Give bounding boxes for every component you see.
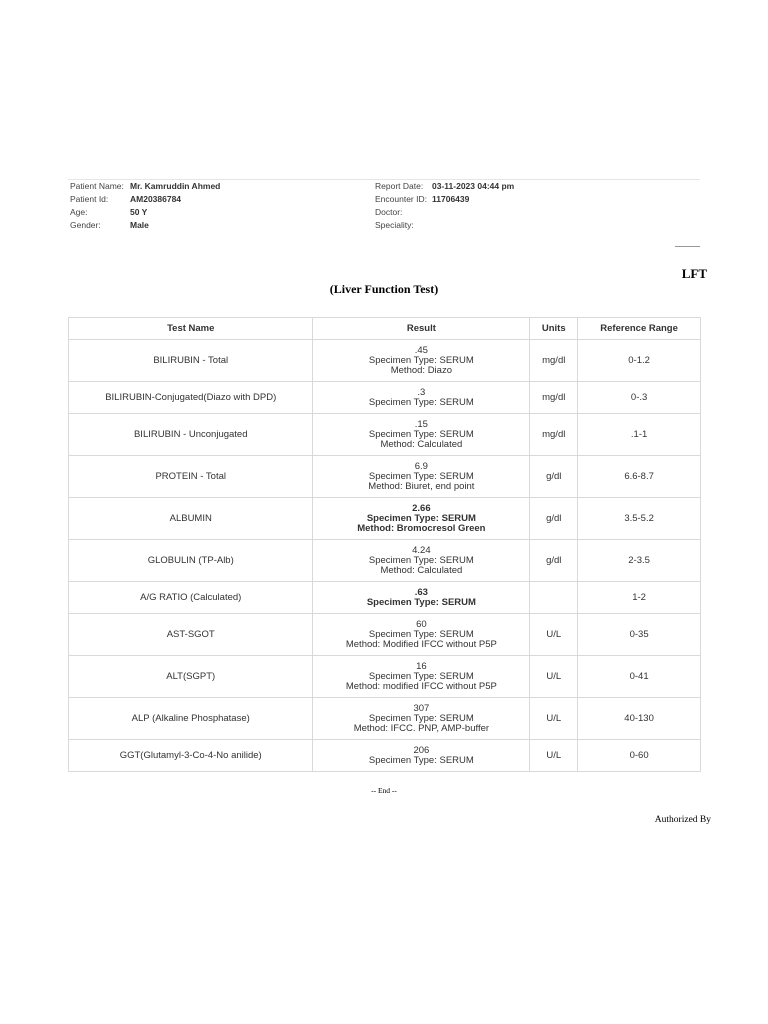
- specimen-type: Specimen Type: SERUM: [368, 396, 474, 408]
- age-label: Age:: [70, 207, 88, 217]
- age-value: 50 Y: [130, 207, 148, 217]
- header-reference-range: Reference Range: [578, 318, 701, 340]
- specimen-type: Specimen Type: SERUM: [368, 428, 474, 440]
- result-value: .15: [414, 418, 428, 430]
- units: g/dl: [530, 498, 578, 540]
- reference-range: 0-.3: [578, 382, 701, 414]
- result-cell: [313, 340, 530, 382]
- method: Method: Biuret, end point: [368, 480, 475, 492]
- specimen-type: Specimen Type: SERUM: [368, 628, 474, 640]
- reference-range: 0-1.2: [578, 340, 701, 382]
- doctor-label: Doctor:: [375, 207, 403, 217]
- test-name: GGT(Glutamyl-3-Co-4-No anilide): [69, 740, 313, 772]
- reference-range: 0-60: [578, 740, 701, 772]
- specimen-type: Specimen Type: SERUM: [366, 596, 476, 608]
- units: U/L: [530, 698, 578, 740]
- report-title-short: LFT: [681, 266, 707, 281]
- units: g/dl: [530, 540, 578, 582]
- specimen-type: Specimen Type: SERUM: [368, 354, 474, 366]
- test-name: ALT(SGPT): [69, 656, 313, 698]
- reference-range: 1-2: [578, 582, 701, 614]
- units: mg/dl: [530, 414, 578, 456]
- test-name: ALP (Alkaline Phosphatase): [69, 698, 313, 740]
- header-test-name: Test Name: [69, 318, 313, 340]
- report-info: [375, 180, 514, 232]
- speciality-label: Speciality:: [375, 220, 414, 230]
- results-table: [68, 317, 701, 772]
- units: U/L: [530, 740, 578, 772]
- short-divider: [675, 246, 700, 247]
- table-row: [69, 456, 701, 498]
- gender-label: Gender:: [70, 220, 101, 230]
- reference-range: 6.6-8.7: [578, 456, 701, 498]
- result-cell: [313, 740, 530, 772]
- specimen-type: Specimen Type: SERUM: [368, 670, 474, 682]
- patient-name-label: Patient Name:: [70, 181, 124, 191]
- units: mg/dl: [530, 382, 578, 414]
- reference-range: 0-41: [578, 656, 701, 698]
- units: [530, 582, 578, 614]
- test-name: ALBUMIN: [69, 498, 313, 540]
- test-name: AST-SGOT: [69, 614, 313, 656]
- result-value: 2.66: [412, 502, 431, 514]
- specimen-type: Specimen Type: SERUM: [368, 554, 474, 566]
- result-value: .63: [414, 586, 428, 598]
- reference-range: .1-1: [578, 414, 701, 456]
- table-row: [69, 382, 701, 414]
- table-row: [69, 698, 701, 740]
- result-value: 6.9: [414, 460, 428, 472]
- encounter-id: 11706439: [432, 194, 470, 204]
- result-cell: [313, 414, 530, 456]
- test-name: A/G RATIO (Calculated): [69, 582, 313, 614]
- test-name: BILIRUBIN - Total: [69, 340, 313, 382]
- report-date-label: Report Date:: [375, 181, 424, 191]
- result-cell: [313, 698, 530, 740]
- gender-value: Male: [130, 220, 149, 230]
- result-value: 4.24: [412, 544, 431, 556]
- reference-range: 40-130: [578, 698, 701, 740]
- test-name: PROTEIN - Total: [69, 456, 313, 498]
- table-header-row: [69, 318, 701, 340]
- result-value: .3: [417, 386, 426, 398]
- result-cell: [313, 582, 530, 614]
- authorized-by: Authorized By: [654, 815, 711, 825]
- units: U/L: [530, 614, 578, 656]
- reference-range: 3.5-5.2: [578, 498, 701, 540]
- method: Method: IFCC. PNP, AMP-buffer: [353, 722, 490, 734]
- table-row: [69, 614, 701, 656]
- reference-range: 0-35: [578, 614, 701, 656]
- table-row: [69, 740, 701, 772]
- result-value: 206: [413, 744, 430, 756]
- units: U/L: [530, 656, 578, 698]
- units: g/dl: [530, 456, 578, 498]
- result-cell: [313, 614, 530, 656]
- patient-info: [70, 180, 220, 232]
- table-row: [69, 414, 701, 456]
- specimen-type: Specimen Type: SERUM: [368, 712, 474, 724]
- patient-id: AM20386784: [130, 194, 182, 204]
- table-row: [69, 498, 701, 540]
- report-title: (Liver Function Test): [329, 282, 439, 296]
- table-row: [69, 656, 701, 698]
- method: Method: Modified IFCC without P5P: [345, 638, 497, 650]
- result-cell: [313, 540, 530, 582]
- encounter-id-label: Encounter ID:: [375, 194, 427, 204]
- result-value: 307: [413, 702, 430, 714]
- header-units: Units: [530, 318, 578, 340]
- method: Method: Bromocresol Green: [357, 522, 486, 534]
- units: mg/dl: [530, 340, 578, 382]
- patient-id-label: Patient Id:: [70, 194, 109, 204]
- result-cell: [313, 498, 530, 540]
- result-value: .45: [414, 344, 428, 356]
- table-row: [69, 340, 701, 382]
- method: Method: Diazo: [390, 364, 452, 376]
- test-name: GLOBULIN (TP-Alb): [69, 540, 313, 582]
- method: Method: Calculated: [380, 564, 463, 576]
- result-cell: [313, 656, 530, 698]
- reference-range: 2-3.5: [578, 540, 701, 582]
- result-value: 16: [416, 660, 427, 672]
- test-name: BILIRUBIN-Conjugated(Diazo with DPD): [69, 382, 313, 414]
- table-row: [69, 540, 701, 582]
- specimen-type: Specimen Type: SERUM: [368, 754, 474, 766]
- end-marker: -- End --: [371, 786, 397, 795]
- header-result: Result: [313, 318, 530, 340]
- report-date: 03-11-2023 04:44 pm: [432, 181, 515, 191]
- result-cell: [313, 456, 530, 498]
- test-name: BILIRUBIN - Unconjugated: [69, 414, 313, 456]
- method: Method: Calculated: [380, 438, 463, 450]
- patient-name: Mr. Kamruddin Ahmed: [130, 181, 221, 191]
- result-cell: [313, 382, 530, 414]
- table-row: [69, 582, 701, 614]
- specimen-type: Specimen Type: SERUM: [366, 512, 476, 524]
- method: Method: modified IFCC without P5P: [345, 680, 497, 692]
- specimen-type: Specimen Type: SERUM: [368, 470, 474, 482]
- result-value: 60: [416, 618, 427, 630]
